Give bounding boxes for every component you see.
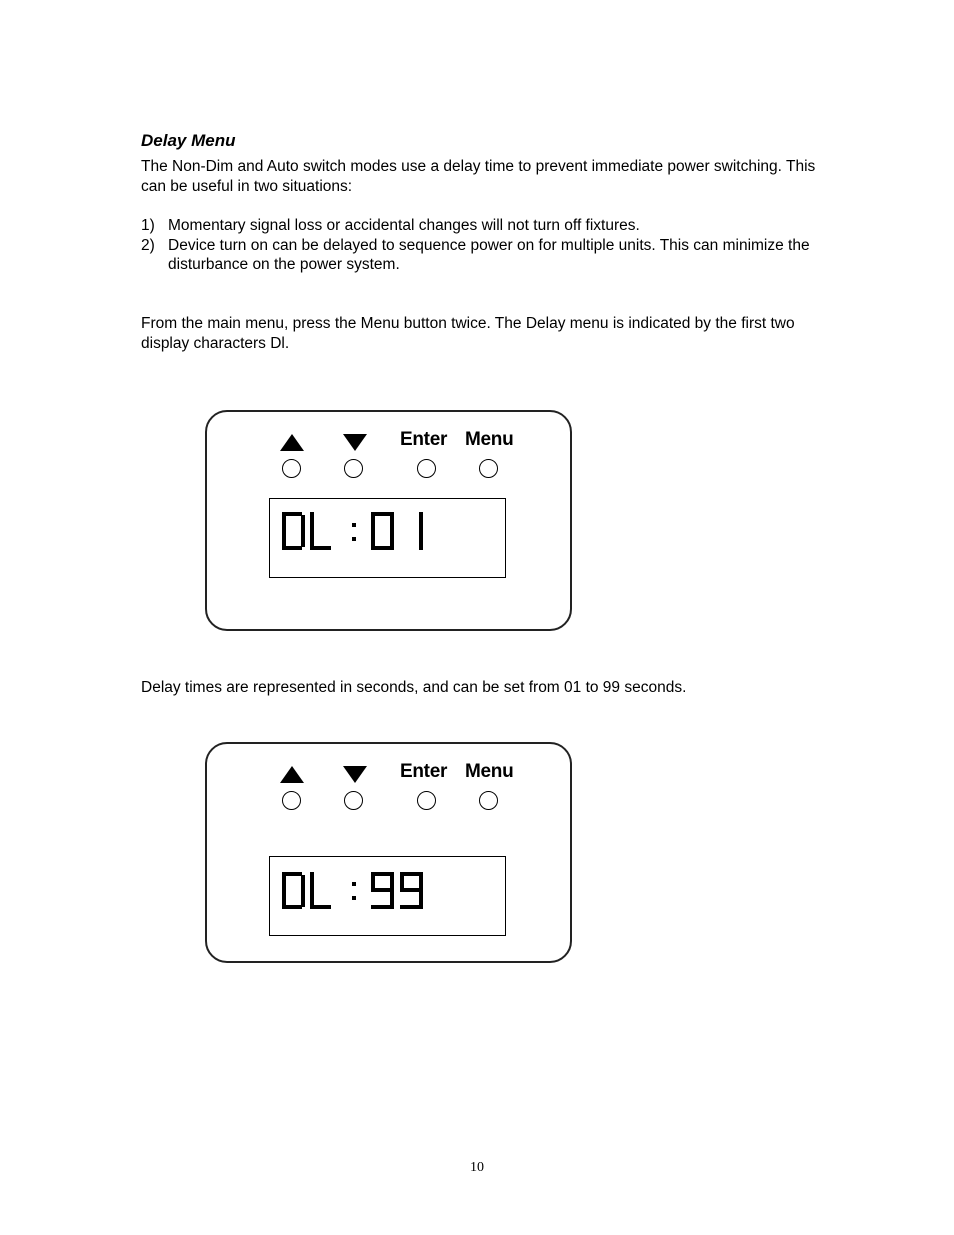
triangle-down-icon — [343, 434, 367, 451]
lcd-readout — [270, 499, 504, 576]
menu-button[interactable] — [479, 791, 498, 810]
section-heading: Delay Menu — [141, 131, 236, 150]
down-button[interactable] — [344, 459, 363, 478]
triangle-down-icon — [343, 766, 367, 783]
enter-button[interactable] — [417, 791, 436, 810]
up-button[interactable] — [282, 459, 301, 478]
up-button[interactable] — [282, 791, 301, 810]
triangle-up-icon — [280, 434, 304, 451]
intro-paragraph: The Non-Dim and Auto switch modes use a delay time to prevent immediate power switching. This can be useful in two situations: — [141, 158, 816, 195]
menu-label: Menu — [465, 429, 514, 450]
enter-label: Enter — [400, 761, 448, 782]
list-item-text: Device turn on can be delayed to sequence power on for multiple units. This can minimize the disturbance on the power system. — [168, 236, 810, 273]
instruction-paragraph: From the main menu, press the Menu button twice. The Delay menu is indicated by the first two display characters Dl. — [141, 315, 795, 352]
range-paragraph: Delay times are represented in seconds, and can be set from 01 to 99 seconds. — [141, 679, 687, 696]
menu-label: Menu — [465, 761, 514, 782]
enter-label: Enter — [400, 429, 448, 450]
list-item-number: 1) — [141, 217, 155, 234]
situations-list — [141, 216, 821, 275]
control-panel-diagram — [205, 410, 572, 631]
lcd-display — [269, 856, 506, 936]
list-item — [141, 236, 821, 275]
list-item-text: Momentary signal loss or accidental changes will not turn off fixtures. — [168, 217, 640, 234]
lcd-readout — [270, 857, 504, 934]
menu-button[interactable] — [479, 459, 498, 478]
enter-button[interactable] — [417, 459, 436, 478]
page-number: 10 — [470, 1160, 484, 1175]
triangle-up-icon — [280, 766, 304, 783]
control-panel-diagram — [205, 742, 572, 963]
lcd-display — [269, 498, 506, 578]
list-item-number: 2) — [141, 236, 155, 254]
list-item — [141, 216, 821, 236]
down-button[interactable] — [344, 791, 363, 810]
